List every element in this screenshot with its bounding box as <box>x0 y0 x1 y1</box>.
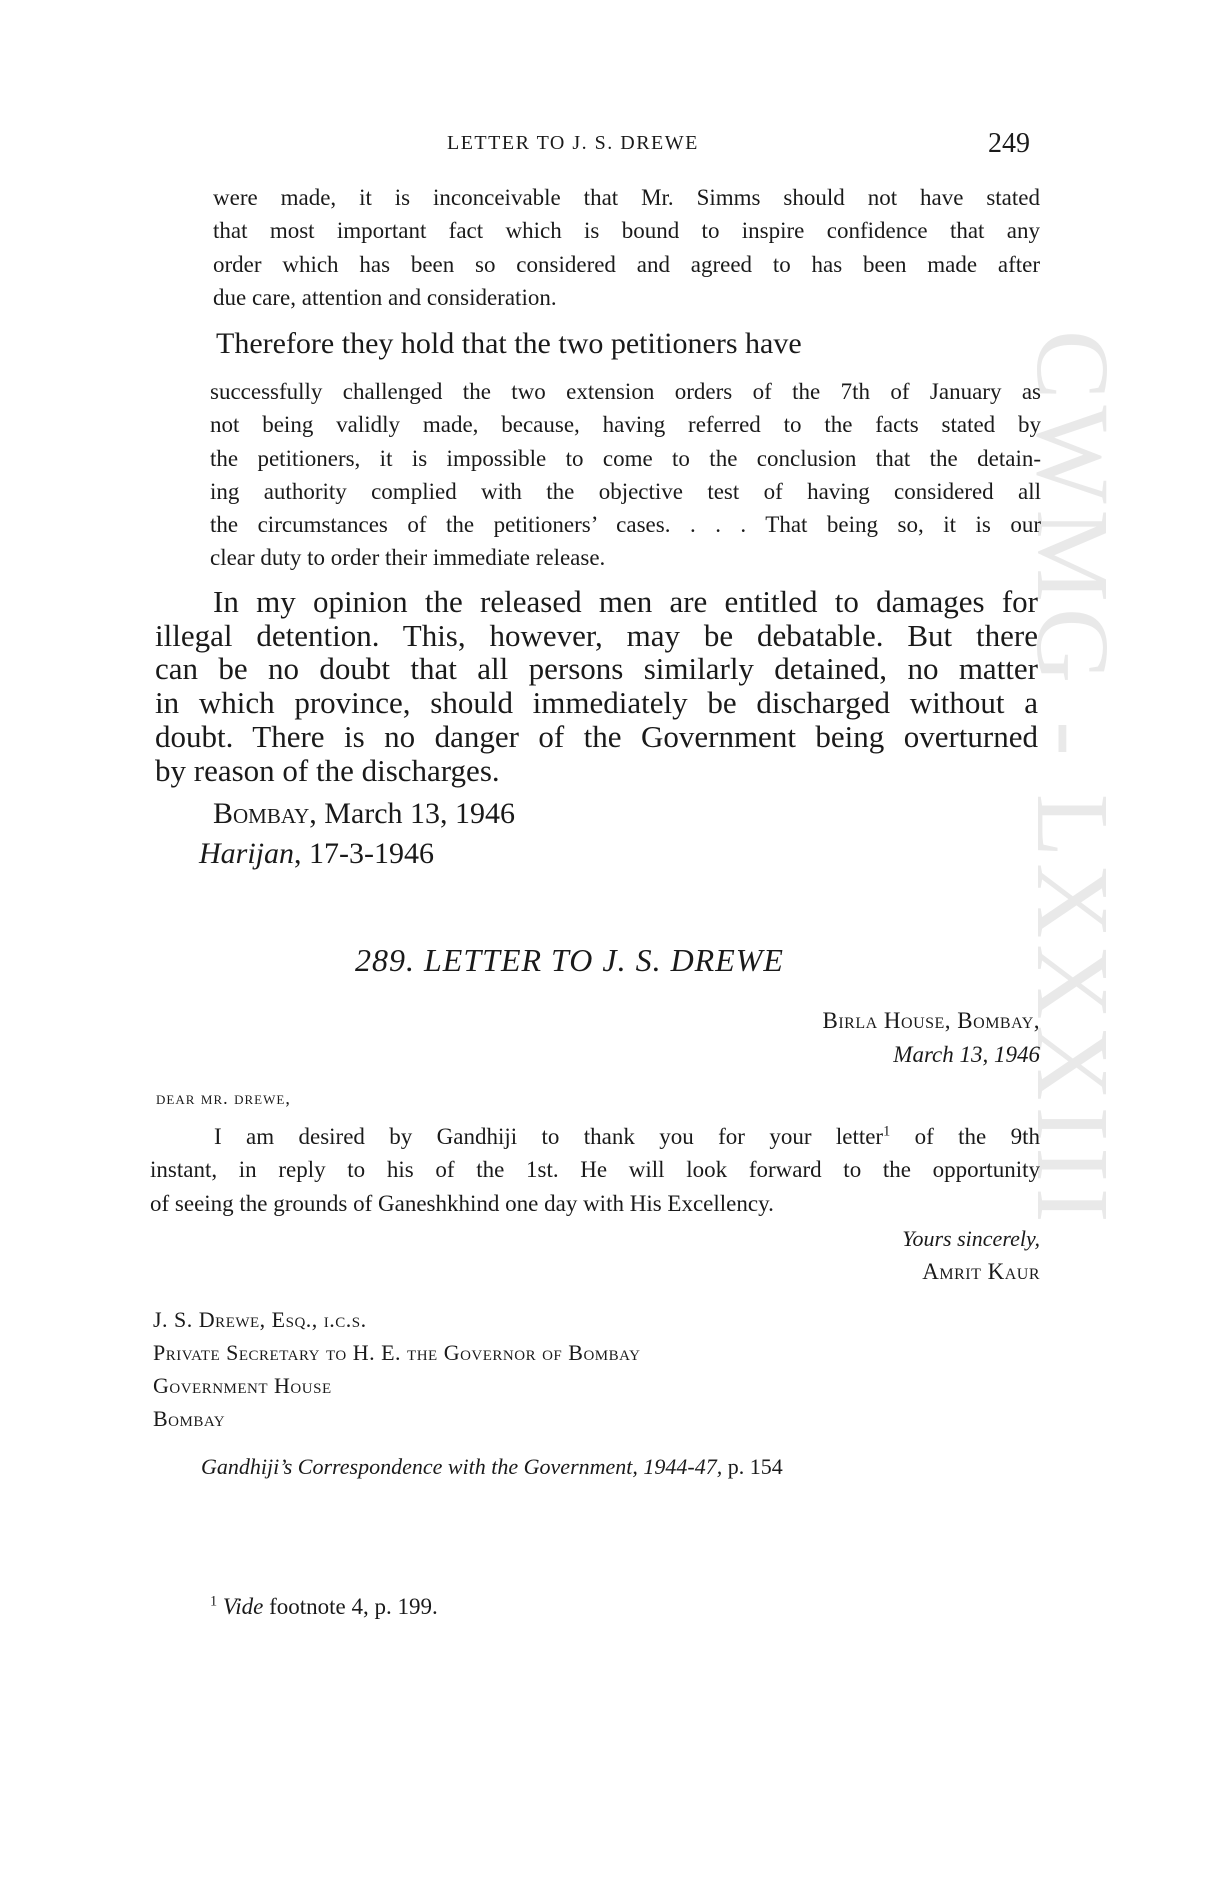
document-title: 289. LETTER TO J. S. DREWE <box>355 942 784 978</box>
footnote-vide: Vide <box>222 1594 264 1619</box>
text-line: order which has been so considered and agreed to has been made after <box>213 251 1040 277</box>
text-line: due care, attention and consideration. <box>213 284 557 310</box>
addressee-city: Bombay <box>153 1406 226 1431</box>
watermark: CWMG - LXXXIII <box>1015 330 1130 1229</box>
footnote-text: footnote 4, p. 199. <box>263 1594 438 1619</box>
quote-lead: Therefore they hold that the two petitioners have <box>216 327 802 360</box>
closing-text: Yours sincerely, <box>902 1226 1040 1251</box>
footnote-marker: 1 <box>883 1123 891 1140</box>
quoted-judgment <box>210 375 1041 575</box>
text-line: ing authority complied with the objective test of having considered all <box>210 478 1041 504</box>
dateline-place: Bombay <box>213 797 310 830</box>
text-line: the petitioners, it is impossible to come to the conclusion that the detain- <box>210 445 1041 471</box>
addressee-name: J. S. Drewe, Esq., i.c.s. <box>153 1307 367 1332</box>
page-number: 249 <box>988 128 1030 159</box>
opinion-paragraph <box>155 585 1038 787</box>
text-line: by reason of the discharges. <box>155 752 500 788</box>
letter-source <box>201 1454 783 1480</box>
addressee-building: Government House <box>153 1373 332 1398</box>
body-text: of the 9th <box>890 1124 1040 1149</box>
text-line: successfully challenged the two extension orders of the 7th of January as <box>210 379 1041 404</box>
addressee-title: Private Secretary to H. E. the Governor of Bombay <box>153 1340 641 1365</box>
source-date: , 17-3-1946 <box>294 837 434 870</box>
text-line: can be no doubt that all persons similarly detained, no matter <box>155 651 1038 687</box>
text-line: the circumstances of the petitioners’ cases. . . . That being so, it is our <box>210 512 1041 538</box>
source-page: p. 154 <box>722 1454 783 1479</box>
text-line: doubt. There is no danger of the Government being overturned <box>155 718 1038 754</box>
letter-address <box>823 1008 1041 1034</box>
address-line: Birla House, Bombay, <box>822 1008 1040 1033</box>
text-line: In my opinion the released men are entitled to damages for <box>213 584 1038 619</box>
text-line: instant, in reply to his of the 1st. He will look forward to the opportunity <box>150 1157 1040 1183</box>
running-header-title: LETTER TO J. S. DREWE <box>447 132 699 154</box>
source-publication: Harijan <box>199 837 295 870</box>
text-line <box>150 1120 1040 1153</box>
letter-date-text: March 13, 1946 <box>893 1042 1040 1067</box>
body-text: I am desired by Gandhiji to thank you for your letter <box>214 1124 884 1149</box>
letter-body <box>150 1120 1040 1220</box>
closing <box>902 1226 1040 1252</box>
source-title: Gandhiji’s Correspondence with the Government, 1944-47, <box>201 1454 723 1479</box>
footnote-number: 1 <box>210 1593 218 1610</box>
footnote <box>210 1594 438 1620</box>
text-line: in which province, should immediately be discharged without a <box>155 685 1038 721</box>
text-line: illegal detention. This, however, may be debatable. But there <box>155 617 1038 653</box>
text-line: clear duty to order their immediate release. <box>210 545 606 571</box>
text-line: not being validly made, because, having referred to the facts stated by <box>210 412 1041 438</box>
signature: Amrit Kaur <box>922 1259 1040 1284</box>
paragraph-continuation <box>213 181 1040 314</box>
letter-date <box>893 1042 1040 1068</box>
dateline-date: , March 13, 1946 <box>309 797 516 830</box>
dateline <box>213 797 515 831</box>
source-citation <box>199 837 434 871</box>
text-line: that most important fact which is bound to inspire confidence that any <box>213 218 1040 244</box>
text-line: were made, it is inconceivable that Mr. Simms should not have stated <box>213 185 1040 210</box>
text-line: of seeing the grounds of Ganeshkhind one day with His Excellency. <box>150 1190 774 1216</box>
salutation: dear mr. drewe, <box>156 1088 291 1108</box>
